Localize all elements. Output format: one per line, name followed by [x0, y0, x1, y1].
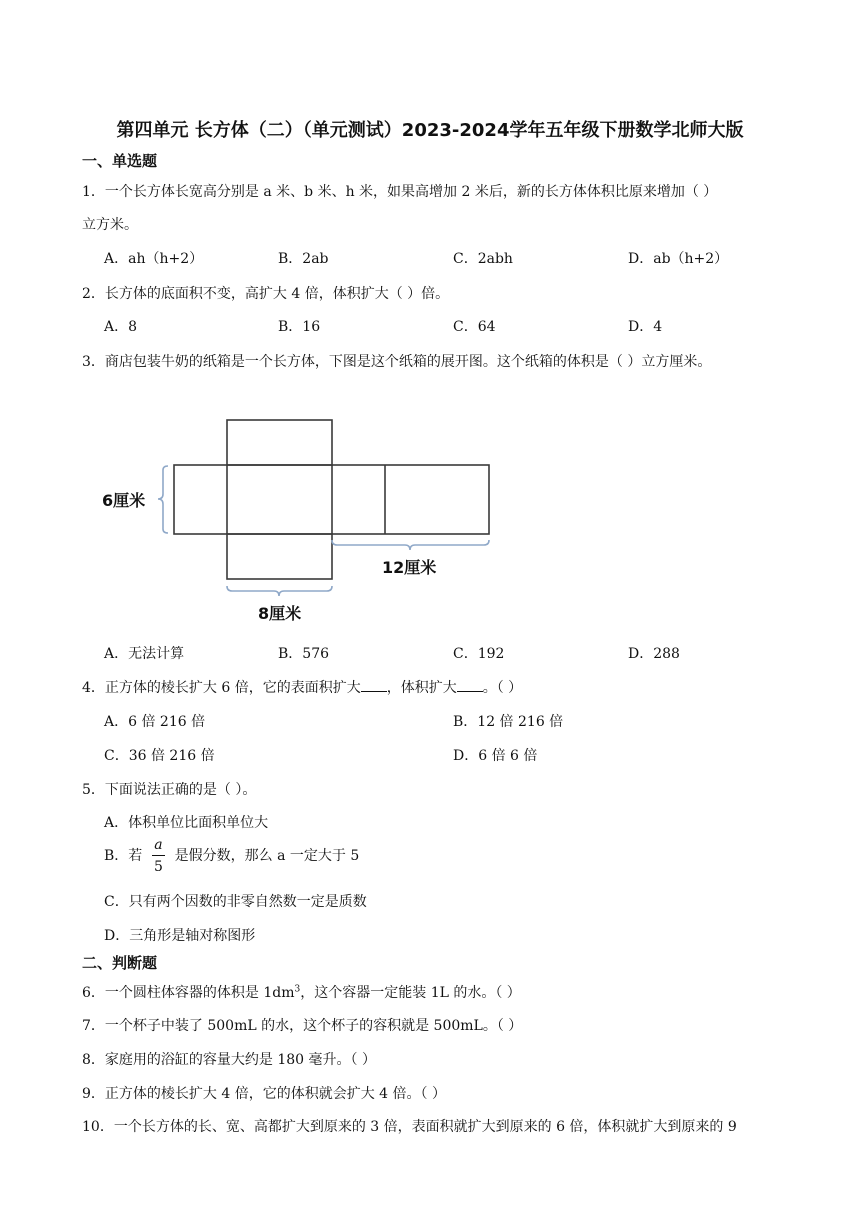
question-5-option-b-post: 是假分数，那么 a 一定大于 5 [174, 848, 360, 864]
question-4-text [82, 677, 522, 697]
fraction-denominator: 5 [154, 859, 163, 875]
question-2-option-d: D．4 [628, 319, 663, 335]
question-5-text: 5．下面说法正确的是（ ）。 [82, 782, 257, 798]
label-6cm: 6厘米 [102, 491, 146, 510]
question-7-text: 7．一个杯子中装了 500mL 的水，这个杯子的容积就是 500mL。（ ） [82, 1018, 523, 1034]
net-bottom-face [227, 534, 332, 579]
question-1-option-b: B．2ab [278, 251, 329, 267]
question-4-option-b: B．12 倍 216 倍 [453, 714, 564, 730]
question-6-superscript: 3 [294, 984, 301, 995]
question-1-option-c: C．2abh [453, 251, 513, 267]
question-4-text-a: 4．正方体的棱长扩大 6 倍，它的表面积扩大 [82, 680, 361, 696]
question-1-option-d: D．ab（h+2） [628, 251, 729, 267]
question-1-option-a: A．ah（h+2） [104, 251, 204, 267]
question-2-option-a: A．8 [104, 319, 138, 335]
question-6-text [82, 982, 521, 1002]
page-title: 第四单元 长方体（二）（单元测试）2023-2024学年五年级下册数学北师大版 [116, 120, 744, 141]
question-6-text-pre: 6．一个圆柱体容器的体积是 1dm [82, 985, 295, 1001]
section-heading-true-false: 二、判断题 [82, 954, 158, 972]
width-brace [227, 586, 332, 596]
section-heading-single-choice: 一、单选题 [82, 152, 158, 170]
question-4-option-c: C．36 倍 216 倍 [104, 748, 215, 764]
question-3-text: 3．商店包装牛奶的纸箱是一个长方体，下图是这个纸箱的展开图。这个纸箱的体积是（ ）立方厘米。 [82, 354, 712, 370]
question-3-option-d: D．288 [628, 646, 680, 662]
length-brace [332, 540, 489, 550]
fraction-a-over-5 [152, 838, 164, 874]
height-brace [158, 466, 168, 533]
fraction-numerator: a [152, 838, 164, 856]
question-2-option-c: C．64 [453, 319, 496, 335]
question-5-option-b-pre: B．若 [104, 848, 143, 864]
question-5-option-c: C．只有两个因数的非零自然数一定是质数 [104, 894, 367, 910]
answer-blank-2 [457, 679, 483, 692]
question-4-text-c: 。（ ） [482, 680, 523, 696]
question-5-option-b [104, 838, 359, 874]
question-3-option-c: C．192 [453, 646, 505, 662]
question-4-option-a: A．6 倍 216 倍 [104, 714, 206, 730]
question-2-text: 2．长方体的底面积不变，高扩大 4 倍，体积扩大（ ）倍。 [82, 286, 450, 302]
question-1-text-cont: 立方米。 [82, 217, 138, 233]
question-4-option-d: D．6 倍 6 倍 [453, 748, 538, 764]
label-8cm: 8厘米 [258, 604, 302, 623]
question-8-text: 8．家庭用的浴缸的容量大约是 180 毫升。（ ） [82, 1052, 376, 1068]
question-5-option-a: A．体积单位比面积单位大 [104, 815, 269, 831]
question-4-text-b: ，体积扩大 [386, 680, 457, 696]
question-10-text: 10．一个长方体的长、宽、高都扩大到原来的 3 倍，表面积就扩大到原来的 6 倍，体积就扩大到原来的 9 [82, 1119, 737, 1135]
question-1-text: 1．一个长方体长宽高分别是 a 米、b 米、h 米，如果高增加 2 米后，新的长方体体积比原来增加（ ） [82, 184, 718, 200]
question-9-text: 9．正方体的棱长扩大 4 倍，它的体积就会扩大 4 倍。（ ） [82, 1086, 446, 1102]
question-3-option-b: B．576 [278, 646, 330, 662]
net-top-face [227, 420, 332, 465]
label-12cm: 12厘米 [382, 558, 437, 577]
question-6-text-post: ，这个容器一定能装 1L 的水。（ ） [300, 985, 521, 1001]
question-3-option-a: A．无法计算 [104, 646, 185, 662]
question-2-option-b: B．16 [278, 319, 321, 335]
answer-blank-1 [361, 679, 387, 692]
question-5-option-d: D．三角形是轴对称图形 [104, 928, 256, 944]
